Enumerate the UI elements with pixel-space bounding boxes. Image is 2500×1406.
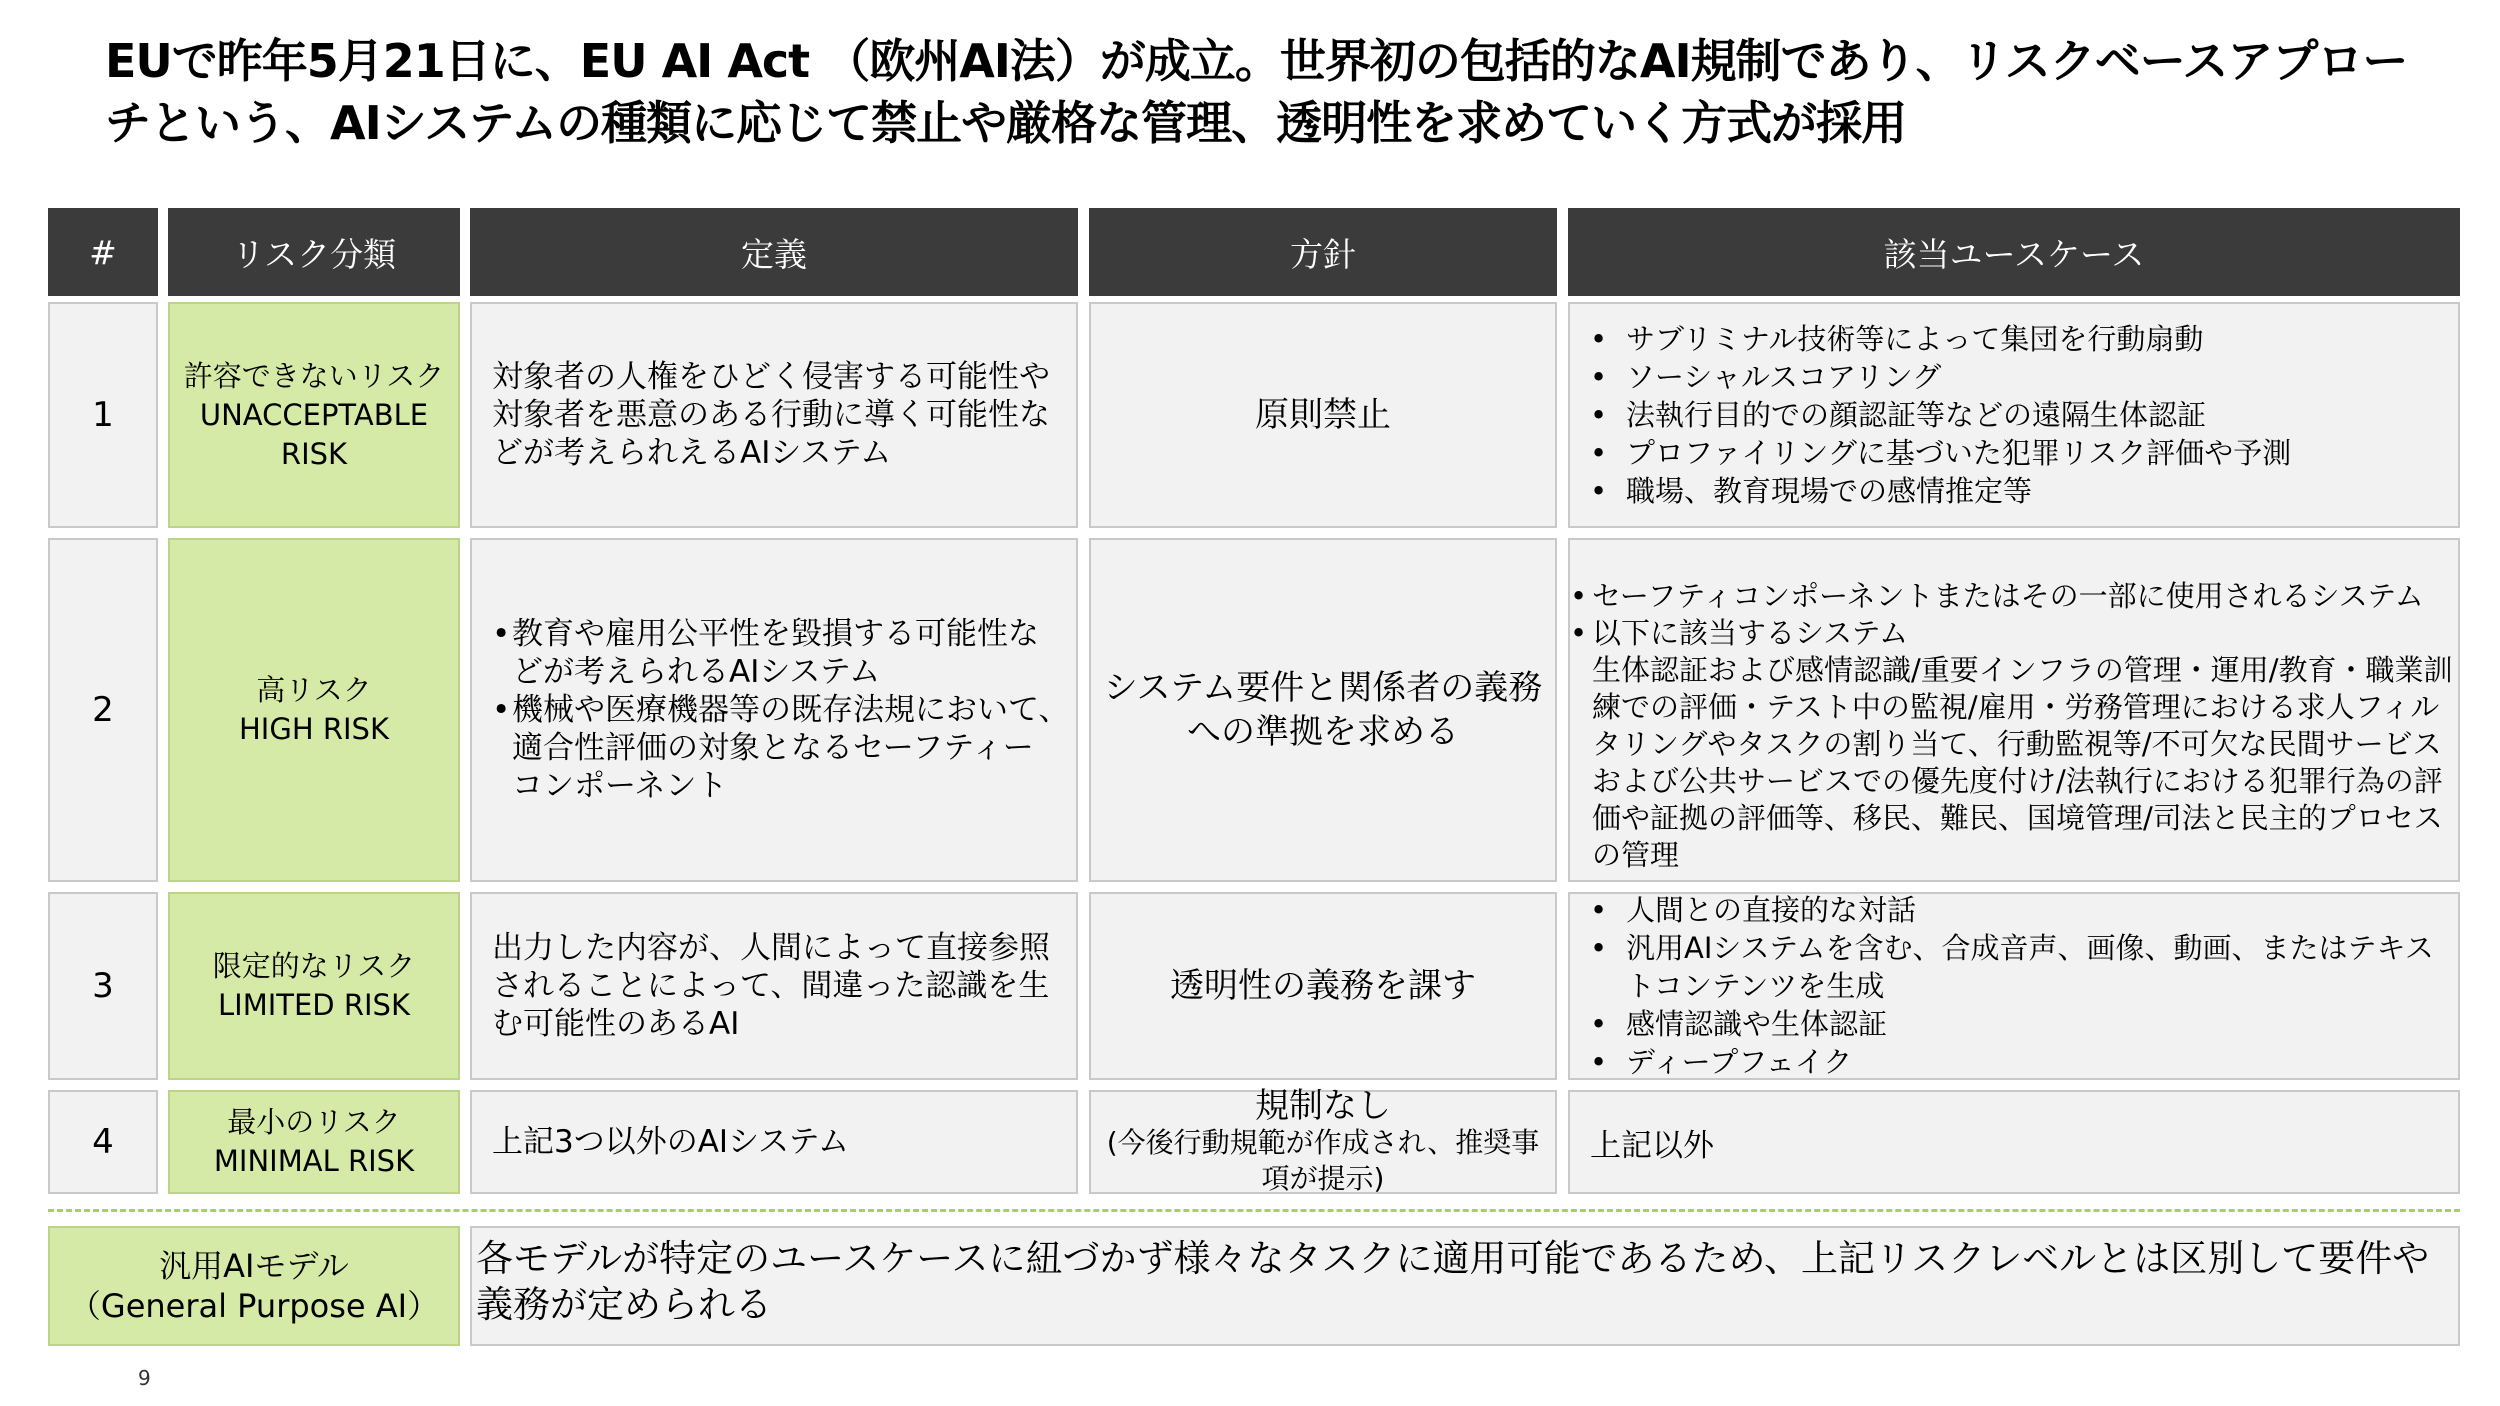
- row-2-usecase-list: [1570, 578, 2458, 874]
- row-2-usecase-detail: 生体認証および感情認識/重要インフラの管理・運用/教育・職業訓練での評価・テスト中の監視/雇用・労務管理における求人フィルタリングやタスクの割り当て、行動監視等/不可欠な民間サービスおよび公共サービスでの優先度付け/法執行における犯罪行為の評価や証拠の評価等、移民、難民、国境管理/司法と民主的プロセスの管理: [1592, 653, 2453, 872]
- header-usecases: 該当ユースケース: [1568, 208, 2460, 296]
- row-4-usecases: [1568, 1090, 2460, 1194]
- gp-ai-label: [48, 1226, 460, 1346]
- header-definition: 定義: [470, 208, 1078, 296]
- list-item: • サブリミナル技術等によって集団を行動扇動: [1590, 320, 2291, 358]
- row-2-definition-list: [472, 615, 1069, 805]
- row-1-usecases: [1568, 302, 2460, 528]
- section-divider: [48, 1209, 2460, 1212]
- row-4-usecase-text: 上記以外: [1590, 1127, 1714, 1164]
- header-policy: 方針: [1089, 208, 1557, 296]
- list-item: • 汎用AIシステムを含む、合成音声、画像、動画、またはテキストコンテンツを生成: [1590, 929, 2458, 1005]
- row-1-definition: 対象者の人権をひどく侵害する可能性や 対象者を悪意のある行動に導く可能性な どが考えられえるAIシステム: [470, 302, 1078, 528]
- row-3-policy: 透明性の義務を課す: [1089, 892, 1557, 1080]
- row-1-number: 1: [48, 302, 158, 528]
- row-4-policy: [1089, 1086, 1557, 1195]
- row-2-number: 2: [48, 538, 158, 882]
- page-number: 9: [138, 1366, 151, 1390]
- row-4-definition: 上記3つ以外のAIシステム: [470, 1090, 1078, 1194]
- row-3-definition: 出力した内容が、人間によって直接参照 されることによって、間違った認識を生 む可能性のあるAI: [470, 892, 1078, 1080]
- row-3-usecase-list: [1570, 891, 2458, 1081]
- row-4-category-en: MINIMAL RISK: [213, 1144, 415, 1178]
- row-3-category-en: LIMITED RISK: [217, 988, 410, 1022]
- row-2-definition: [470, 538, 1078, 882]
- row-1-category-en-1: UNACCEPTABLE: [199, 397, 429, 432]
- row-3-category: [168, 892, 460, 1080]
- row-4-policy-main: 規制なし: [1255, 1086, 1391, 1126]
- row-1-usecase-list: [1570, 320, 2291, 510]
- gp-ai-label-en: （General Purpose AI）: [68, 1287, 440, 1325]
- gp-ai-description: 各モデルが特定のユースケースに紐づかず様々なタスクに適用可能であるため、上記リスクレベルとは区別して要件や義務が定められる: [470, 1226, 2460, 1346]
- list-item: • プロファイリングに基づいた犯罪リスク評価や予測: [1590, 434, 2291, 472]
- list-item: • 人間との直接的な対話: [1590, 891, 2458, 929]
- list-item: • 教育や雇用公平性を毀損する可能性な どが考えられるAIシステム: [492, 615, 1069, 691]
- row-1-category-ja: 許容できないリスク: [183, 358, 445, 393]
- row-4-policy-sub: (今後行動規範が作成され、推奨事 項が提示): [1106, 1126, 1540, 1195]
- header-risk-category: リスク分類: [168, 208, 460, 296]
- list-item: • 法執行目的での顔認証等などの遠隔生体認証: [1590, 396, 2291, 434]
- title-line-1: EUで昨年5月21日に、EU AI Act （欧州AI法）が成立。世界初の包括的なAI規制であり、リスクベースアプロー: [105, 34, 2408, 88]
- list-item: • ソーシャルスコアリング: [1590, 358, 2291, 396]
- list-item: • セーフティコンポーネントまたはその一部に使用されるシステム: [1570, 578, 2458, 615]
- gp-ai-label-ja: 汎用AIモデル: [159, 1247, 349, 1285]
- header-number: #: [48, 208, 158, 296]
- row-1-policy: 原則禁止: [1089, 302, 1557, 528]
- row-2-category: [168, 538, 460, 882]
- row-4-category-ja: 最小のリスク: [227, 1105, 401, 1139]
- list-item: • 以下に該当するシステム: [1570, 615, 2458, 652]
- list-item: • 職場、教育現場での感情推定等: [1590, 472, 2291, 510]
- row-2-usecases: [1568, 538, 2460, 882]
- row-4-number: 4: [48, 1090, 158, 1194]
- list-item: • 感情認識や生体認証: [1590, 1005, 2458, 1043]
- title-line-2: チという、AIシステムの種類に応じて禁止や厳格な管理、透明性を求めていく方式が採用: [105, 96, 1907, 150]
- list-item: • ディープフェイク: [1590, 1043, 2458, 1081]
- row-1-category-en-2: RISK: [280, 436, 348, 471]
- list-item: • 機械や医療機器等の既存法規において、 適合性評価の対象となるセーフティー コンポーネント: [492, 691, 1069, 805]
- row-2-policy: システム要件と関係者の義務 への準拠を求める: [1089, 538, 1557, 882]
- row-1-category: [168, 302, 460, 528]
- page-title: [105, 30, 2435, 154]
- row-3-usecases: [1568, 892, 2460, 1080]
- row-2-category-en: HIGH RISK: [239, 712, 389, 746]
- row-2-category-ja: 高リスク: [256, 673, 372, 707]
- row-3-number: 3: [48, 892, 158, 1080]
- row-4-category: [168, 1090, 460, 1194]
- row-3-category-ja: 限定的なリスク: [212, 949, 416, 983]
